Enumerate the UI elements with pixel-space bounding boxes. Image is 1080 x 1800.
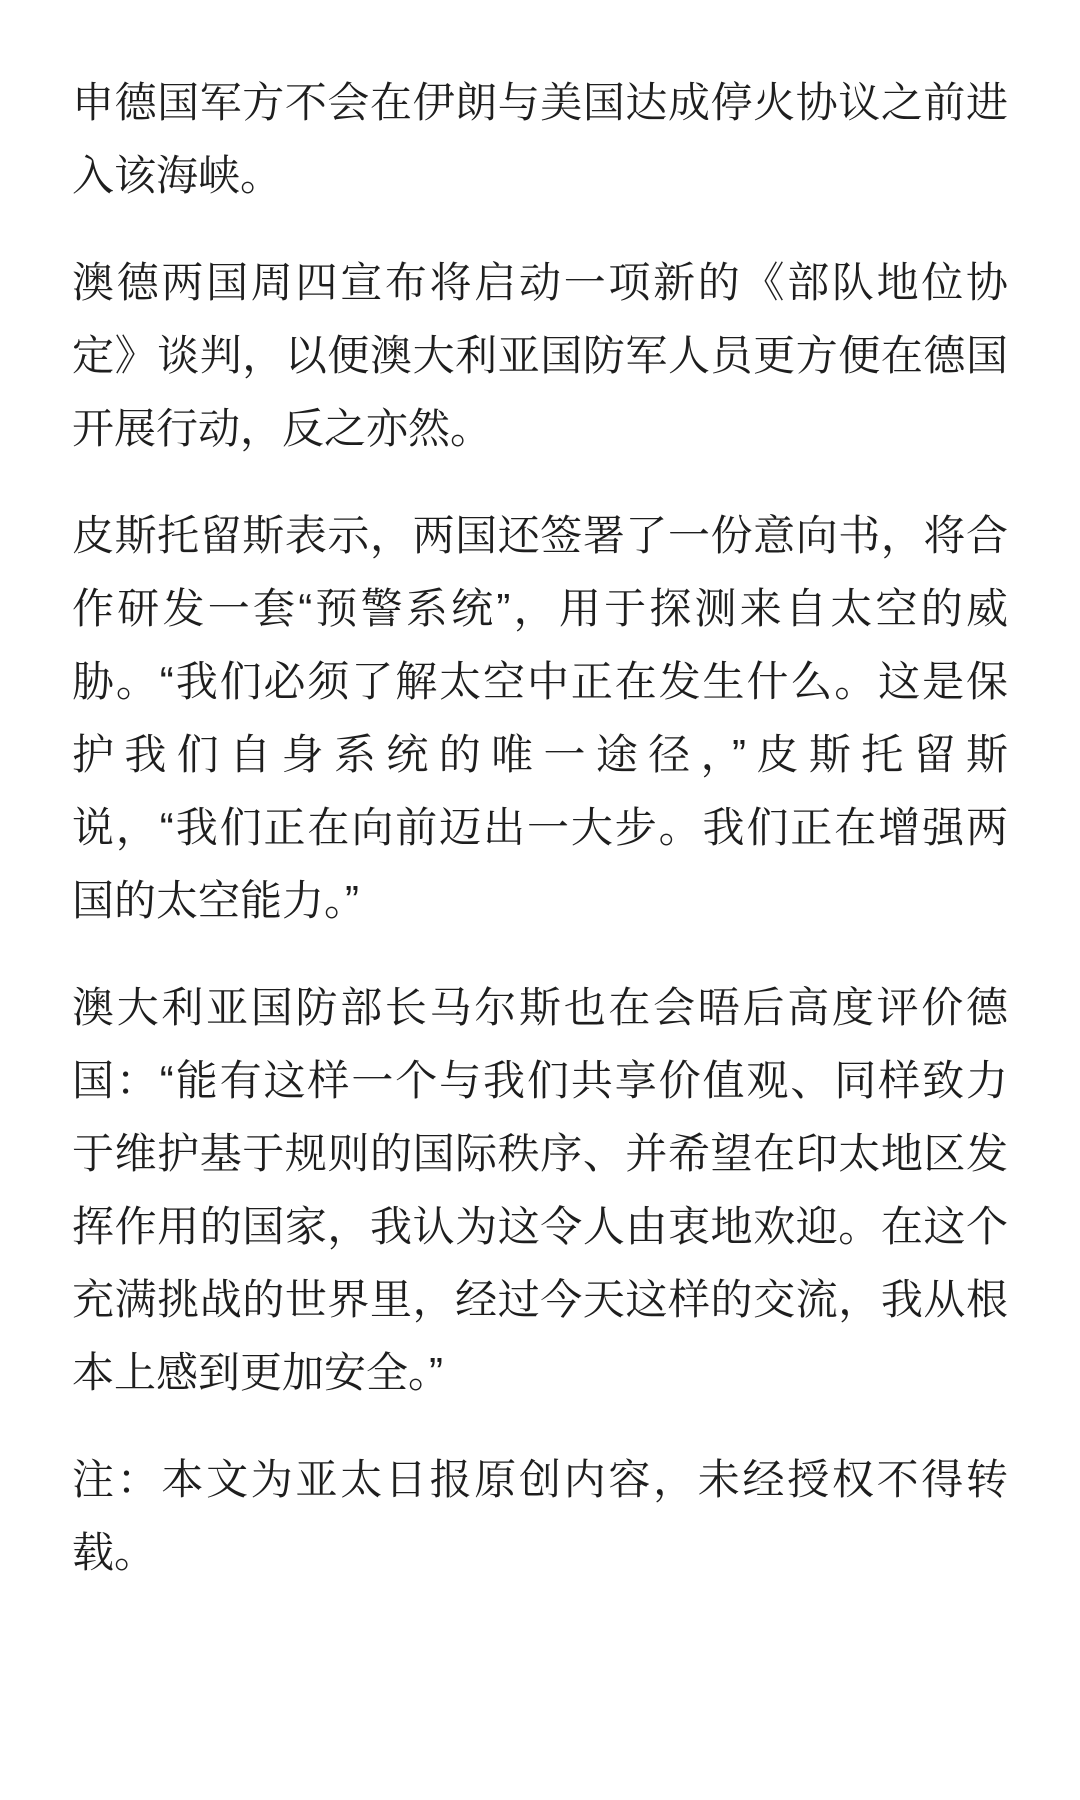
text-line: 入该海峡。 [72, 152, 283, 199]
text-line: 于维护基于规则的国际秩序、并希望在印太地区发 [72, 1130, 1008, 1177]
paragraph-list [72, 66, 1008, 1589]
text-line: 皮斯托留斯表示，两国还签署了一份意向书，将合 [72, 512, 1008, 559]
text-line: 说，“我们正在向前迈出一大步。我们正在增强两 [72, 804, 1008, 851]
text-line: 本上感到更加安全。” [72, 1349, 443, 1396]
text-line: 国的太空能力。” [72, 877, 359, 924]
text-line: 挥作用的国家，我认为这令人由衷地欢迎。在这个 [72, 1203, 1008, 1250]
text-line: 注：本文为亚太日报原创内容，未经授权不得转 [72, 1456, 1008, 1503]
paragraph [72, 499, 1008, 937]
text-line: 开展行动，反之亦然。 [72, 405, 493, 452]
text-line: 申德国军方不会在伊朗与美国达成停火协议之前进 [72, 79, 1008, 126]
text-line: 定》谈判，以便澳大利亚国防军人员更方便在德国 [72, 332, 1008, 379]
text-line: 胁。“我们必须了解太空中正在发生什么。这是保 [72, 658, 1008, 705]
paragraph [72, 1443, 1008, 1589]
text-line: 澳德两国周四宣布将启动一项新的《部队地位协 [72, 259, 1008, 306]
text-line: 充满挑战的世界里，经过今天这样的交流，我从根 [72, 1276, 1008, 1323]
text-line: 护我们自身系统的唯一途径，”皮斯托留斯 [72, 731, 1008, 778]
paragraph [72, 66, 1008, 212]
text-line: 载。 [72, 1529, 157, 1576]
text-line: 国：“能有这样一个与我们共享价值观、同样致力 [72, 1057, 1008, 1104]
paragraph [72, 971, 1008, 1409]
paragraph [72, 246, 1008, 465]
text-line: 澳大利亚国防部长马尔斯也在会晤后高度评价德 [72, 984, 1008, 1031]
text-line: 作研发一套“预警系统”，用于探测来自太空的威 [72, 585, 1008, 632]
